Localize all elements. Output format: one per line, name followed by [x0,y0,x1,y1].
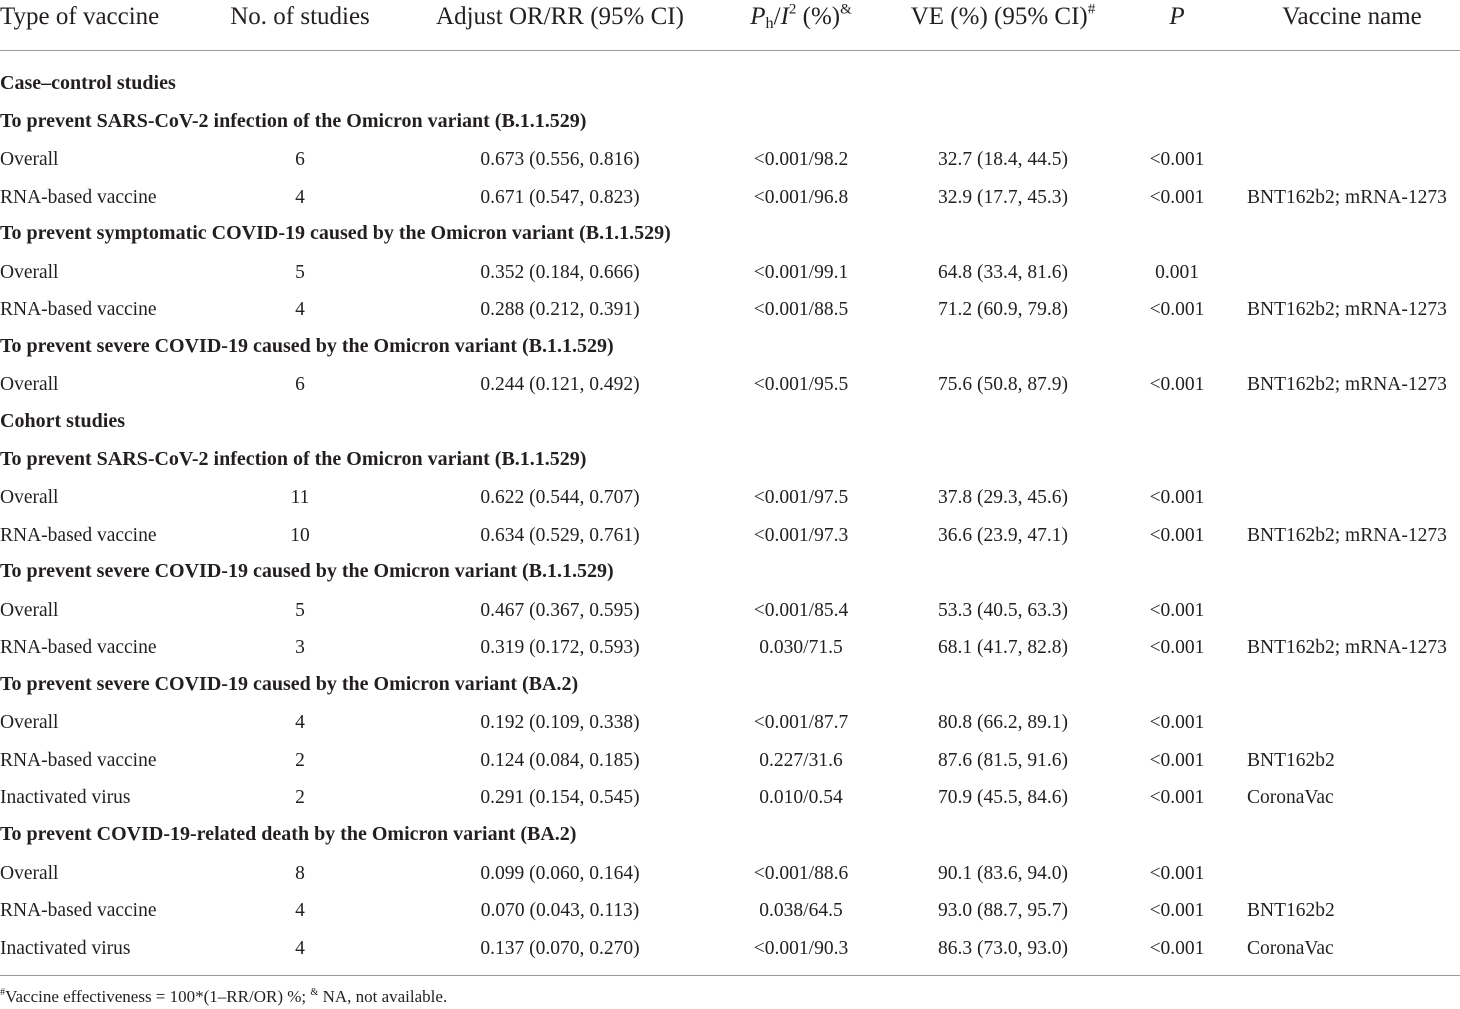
header-ph-i2: $P_h/I^2$ (%)& [750,1,852,33]
cell-type: Overall [0,261,59,283]
cell-ve: 36.6 (23.9, 47.1) [938,524,1068,546]
cell-ph-i2: 0.038/64.5 [759,900,843,922]
cell-ph-i2: <0.001/98.2 [753,149,849,171]
cell-ve: 80.8 (66.2, 89.1) [938,712,1068,734]
cell-or-rr: 0.291 (0.154, 0.545) [480,787,640,809]
cell-ph-i2: <0.001/90.3 [753,937,849,959]
cell-ph-i2: <0.001/85.4 [753,599,849,621]
cell-p: <0.001 [1149,749,1205,771]
cell-type: Inactivated virus [0,787,131,809]
cell-vaccine-name: BNT162b2 [1247,749,1335,771]
cell-or-rr: 0.671 (0.547, 0.823) [480,186,640,208]
cell-p: <0.001 [1149,186,1205,208]
cell-type: Overall [0,149,59,171]
header-rule [0,50,1460,51]
cell-studies: 10 [290,524,310,546]
header-type-of-vaccine: Type of vaccine [0,3,160,30]
cell-p: <0.001 [1149,487,1205,509]
cell-vaccine-name: BNT162b2; mRNA-1273 [1247,186,1447,208]
cell-p: <0.001 [1149,299,1205,321]
cell-vaccine-name: BNT162b2; mRNA-1273 [1247,637,1447,659]
cell-ve: 53.3 (40.5, 63.3) [938,599,1068,621]
cell-vaccine-name: BNT162b2; mRNA-1273 [1247,524,1447,546]
cell-type: Overall [0,712,59,734]
cell-studies: 5 [295,599,305,621]
cell-p: <0.001 [1149,599,1205,621]
cell-p: <0.001 [1149,937,1205,959]
cell-studies: 2 [295,787,305,809]
cell-studies: 2 [295,749,305,771]
cell-ph-i2: <0.001/88.6 [753,862,849,884]
cell-or-rr: 0.634 (0.529, 0.761) [480,524,640,546]
cell-vaccine-name: BNT162b2; mRNA-1273 [1247,299,1447,321]
section-heading: Cohort studies [0,409,126,432]
cell-ph-i2: <0.001/97.5 [753,487,849,509]
cell-ve: 87.6 (81.5, 91.6) [938,749,1068,771]
cell-or-rr: 0.099 (0.060, 0.164) [480,862,640,884]
cell-ph-i2: 0.010/0.54 [759,787,843,809]
cell-or-rr: 0.467 (0.367, 0.595) [480,599,640,621]
cell-or-rr: 0.319 (0.172, 0.593) [480,637,640,659]
cell-studies: 4 [295,937,305,959]
header-ve: VE (%) (95% CI)# [910,1,1096,30]
cell-ve: 90.1 (83.6, 94.0) [938,862,1068,884]
cell-ve: 37.8 (29.3, 45.6) [938,487,1068,509]
cell-ph-i2: <0.001/88.5 [753,299,849,321]
cell-ve: 68.1 (41.7, 82.8) [938,637,1068,659]
section-heading: To prevent COVID-19-related death by the Omicron variant (BA.2) [0,823,577,845]
cell-type: Overall [0,374,59,396]
cell-or-rr: 0.673 (0.556, 0.816) [480,149,640,171]
cell-studies: 8 [295,862,305,884]
cell-or-rr: 0.070 (0.043, 0.113) [480,900,640,922]
section-heading: To prevent severe COVID-19 caused by the Omicron variant (B.1.1.529) [0,334,614,357]
section-heading: Case–control studies [0,72,176,94]
cell-type: RNA-based vaccine [0,749,157,771]
cell-ve: 32.9 (17.7, 45.3) [938,186,1068,208]
cell-ph-i2: 0.030/71.5 [759,637,843,659]
cell-ve: 71.2 (60.9, 79.8) [938,299,1068,321]
header-p: P [1169,3,1185,30]
cell-or-rr: 0.352 (0.184, 0.666) [480,261,640,283]
cell-or-rr: 0.124 (0.084, 0.185) [480,749,640,771]
cell-studies: 4 [295,900,305,922]
cell-or-rr: 0.288 (0.212, 0.391) [480,299,640,321]
cell-or-rr: 0.192 (0.109, 0.338) [480,712,640,734]
cell-ph-i2: <0.001/97.3 [753,524,849,546]
footnote: #Vaccine effectiveness = 100*(1–RR/OR) %; & NA, not available. [0,986,448,1006]
section-heading: To prevent SARS-CoV-2 infection of the Omicron variant (B.1.1.529) [0,447,587,470]
cell-studies: 3 [295,637,305,659]
cell-p: <0.001 [1149,637,1205,659]
cell-type: RNA-based vaccine [0,637,157,659]
cell-ph-i2: <0.001/96.8 [753,186,849,208]
cell-p: 0.001 [1155,261,1199,283]
cell-p: <0.001 [1149,787,1205,809]
header-no-of-studies: No. of studies [230,3,370,30]
footer-rule [0,975,1460,976]
cell-p: <0.001 [1149,862,1205,884]
cell-studies: 6 [295,374,305,396]
cell-or-rr: 0.137 (0.070, 0.270) [480,937,640,959]
cell-vaccine-name: CoronaVac [1247,937,1334,959]
cell-ph-i2: <0.001/87.7 [753,712,849,734]
header-adjust-or-rr: Adjust OR/RR (95% CI) [436,3,684,30]
cell-studies: 11 [290,487,310,509]
cell-type: Overall [0,862,59,884]
cell-type: Overall [0,487,59,509]
cell-ve: 70.9 (45.5, 84.6) [938,787,1068,809]
cell-ve: 32.7 (18.4, 44.5) [938,149,1068,171]
cell-studies: 4 [295,712,305,734]
cell-studies: 4 [295,299,305,321]
cell-or-rr: 0.244 (0.121, 0.492) [480,374,640,396]
cell-ph-i2: <0.001/99.1 [753,261,849,283]
cell-vaccine-name: BNT162b2 [1247,900,1335,922]
cell-vaccine-name: BNT162b2; mRNA-1273 [1247,374,1447,396]
cell-p: <0.001 [1149,374,1205,396]
section-heading: To prevent symptomatic COVID-19 caused by the Omicron variant (B.1.1.529) [0,222,671,245]
cell-p: <0.001 [1149,524,1205,546]
header-vaccine-name: Vaccine name [1282,3,1422,30]
section-heading: To prevent severe COVID-19 caused by the Omicron variant (B.1.1.529) [0,560,614,583]
cell-type: RNA-based vaccine [0,299,157,321]
section-heading: To prevent SARS-CoV-2 infection of the Omicron variant (B.1.1.529) [0,109,587,132]
cell-ph-i2: 0.227/31.6 [759,749,843,771]
cell-type: Overall [0,599,59,621]
cell-ve: 64.8 (33.4, 81.6) [938,261,1068,283]
cell-ve: 86.3 (73.0, 93.0) [938,937,1068,959]
cell-p: <0.001 [1149,149,1205,171]
cell-type: RNA-based vaccine [0,524,157,546]
cell-type: RNA-based vaccine [0,900,157,922]
cell-p: <0.001 [1149,712,1205,734]
cell-ph-i2: <0.001/95.5 [753,374,849,396]
cell-vaccine-name: CoronaVac [1247,787,1334,809]
cell-type: RNA-based vaccine [0,186,157,208]
cell-p: <0.001 [1149,900,1205,922]
cell-ve: 75.6 (50.8, 87.9) [938,374,1068,396]
cell-type: Inactivated virus [0,937,131,959]
cell-studies: 5 [295,261,305,283]
cell-or-rr: 0.622 (0.544, 0.707) [480,487,640,509]
cell-studies: 6 [295,149,305,171]
cell-ve: 93.0 (88.7, 95.7) [938,900,1068,922]
section-heading: To prevent severe COVID-19 caused by the Omicron variant (BA.2) [0,672,579,695]
cell-studies: 4 [295,186,305,208]
